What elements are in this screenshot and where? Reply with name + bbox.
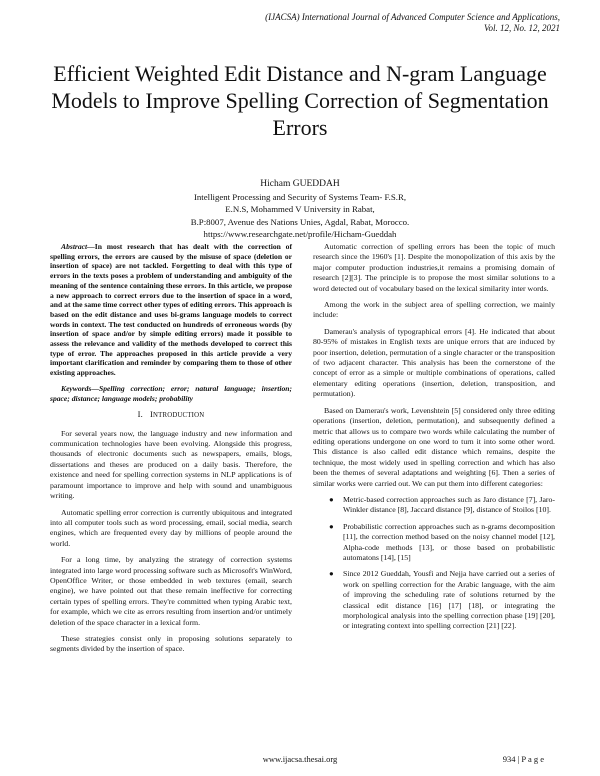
right-paragraph-3: Damerau's analysis of typographical errors [4]. He indicated that about 80-95% of mistakes in English texts are unique errors that are induced by poor insertion, deletion, permutation of a single character or the transposition of two adjacent character. This analysis has been the cornerstone of the concept of error as a simple or multiple combinations of operations, called elementary editing operations (insertion, deletion, transposition, and permutation). [313, 326, 555, 399]
abstract-label: Abstract— [61, 242, 95, 251]
abstract [50, 242, 292, 378]
intro-paragraph-3: For a long time, by analyzing the strategy of correction systems integrated into large word processing software such as Microsoft's WinWord, OpenOffice Writer, or those embedded in web textures (email, search engine), we have pointed out that these remain ineffective for correcting certain types of spelling errors. They're committed when typing Arabic text, for example, which we cite as errors resulting from insertion and/or untimely deletion of the space character in a lexical form. [50, 555, 292, 627]
right-paragraph-4: Based on Damerau's work, Levenshtein [5] considered only three editing operations (insertion, deletion, permutation), and subsequently defined a metric that allows us to compare two words while calculating the number of editing operations undergone on one word to turn it into some other word. This distance is also called edit distance which remains, despite the technique, the most widely used in spelling correction and which has also been the themes of several adaptations and weighting [6]. Then a series of similar works were carried out. We can put them into different categories: [313, 405, 555, 488]
author-profile-link[interactable]: https://www.researchgate.net/profile/Hicham-Gueddah [203, 228, 397, 239]
list-item [313, 522, 555, 564]
left-column [50, 242, 292, 661]
intro-paragraph-1: For several years now, the language industry and new information and communication technologies have been evolving. Alongside this progress, thousands of electronic documents such as newspapers, emails, blogs, dissertations and theses are produced on a daily basis. Therefore, the existence and need for spelling correction systems in NLP applications is of paramount importance to improve and help with sound and unambiguous writing. [50, 428, 292, 501]
section-numeral: I. [137, 409, 144, 420]
journal-name: (IJACSA) International Journal of Advanced Computer Science and Applications, [265, 12, 560, 22]
list-item [313, 569, 555, 631]
section-heading-introduction [50, 409, 292, 421]
bullet-icon: ● [329, 521, 334, 531]
section-title-initial: I [150, 409, 154, 420]
intro-paragraph-4: These strategies consist only in proposing solutions separately to segments divided by the insertion of space. [50, 633, 292, 654]
author-affiliation-2: E.N.S, Mohammed V University in Rabat, [225, 204, 375, 215]
intro-paragraph-2: Automatic spelling error correction is currently ubiquitous and integrated into all computer tools such as word processing, email, social media, search engines, which are frequented every day by millions of people around the world. [50, 507, 292, 548]
bullet-icon: ● [329, 494, 334, 504]
list-item-text: Probabilistic correction approaches such as n-grams decomposition [11], the correction method based on the noisy channel model [12], Alpha-code methods [13], or those based on probabilistic automatons [14], [15] [343, 521, 555, 562]
right-paragraph-1: Automatic correction of spelling errors has been the topic of much research since the 1960's [1]. Despite the monopolization of this axis by the major computer production industries,it remains a promising domain of research [2][3]. The principle is to propose the most similar solutions to a word detected out of vocabulary based on the lexical similarity inter words. [313, 242, 555, 293]
right-column [313, 242, 555, 638]
section-title-rest: NTRODUCTION [153, 412, 205, 420]
abstract-text: In most research that has dealt with the correction of spelling errors, the errors are caused by the misuse of space (deletion or insertion of space) are not tackled. Forgetting to deal with this type of errors in the texts poses a problem of understanding and ambiguity of the meaning of the sentence containing these errors. In this article, we propose a new approach to correct errors due to the insertion of space in a word, and at the same time correct other types of editing errors. This approach is based on the edit distance and uses bi-grams language models to correct words in context. The test conducted on hundreds of erroneous words (by insertion of space and/or by simple editing errors) made it possible to assess the relevance and validity of the methods developed to correct this type of error. The approaches proposed in this article provide a very important clarification and reminder by comparing them to those of other existing approaches. [50, 242, 292, 378]
right-paragraph-2: Among the work in the subject area of spelling correction, we mainly include: [313, 300, 555, 320]
keywords [50, 384, 292, 403]
keywords-text: Spelling correction; error; natural language; insertion; space; distance; language models; probability [50, 383, 292, 403]
bullet-icon: ● [329, 569, 334, 579]
approach-category-list [313, 495, 555, 632]
list-item-text: Since 2012 Gueddah, Yousfi and Nejja have carried out a series of work on spelling correction for the Arabic language, with the aim of improving the scheduling rate of solutions returned by the classical edit distance [16] [17] [18], or integrating the morphological analysis into the spelling correction phase [19] [20], or integrating context into spelling correction [21] [22]. [343, 569, 555, 631]
keywords-label: Keywords— [61, 383, 99, 393]
journal-running-head [160, 12, 560, 34]
list-item [313, 495, 555, 516]
author-address: B.P:8007, Avenue des Nations Unies, Agdal, Rabat, Morocco. [190, 216, 410, 227]
paper-title: Efficient Weighted Edit Distance and N-gram Language Models to Improve Spelling Correction of Segmentation Errors [51, 61, 549, 140]
footer-page-number: 934 | P a g e [502, 754, 544, 764]
journal-volume: Vol. 12, No. 12, 2021 [483, 23, 560, 33]
author-block [40, 178, 560, 240]
author-affiliation-1: Intelligent Processing and Security of Systems Team- F.S.R, [193, 192, 407, 203]
footer-website-link[interactable]: www.ijacsa.thesai.org [262, 754, 338, 764]
list-item-text: Metric-based correction approaches such as Jaro distance [7], Jaro-Winkler distance [8], Jaccard distance [9], distance of Stoilos [10]. [343, 494, 555, 515]
author-name: Hicham GUEDDAH [260, 179, 340, 189]
